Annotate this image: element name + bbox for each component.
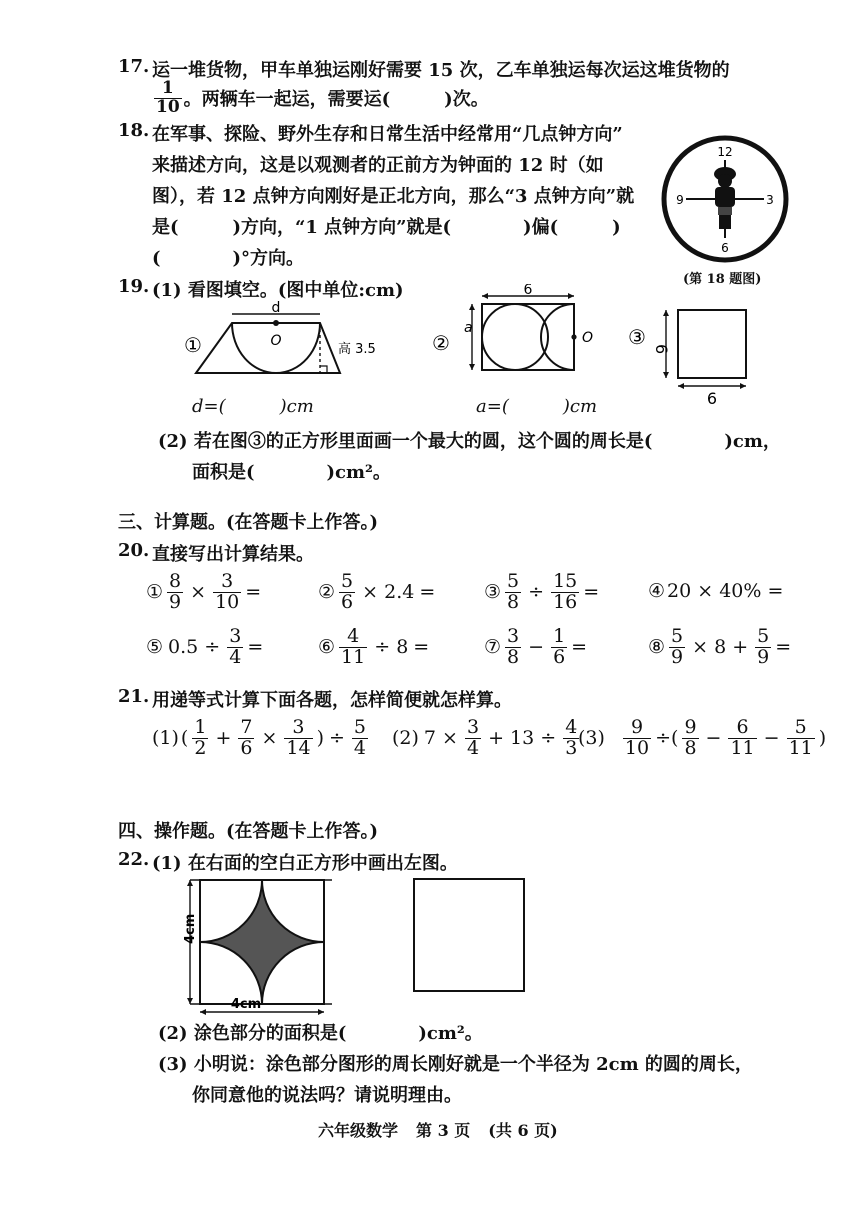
q21-expr-3 <box>578 718 826 759</box>
clock-3: 3 <box>766 193 774 207</box>
page-footer <box>318 1118 558 1141</box>
equals: = <box>413 636 430 659</box>
paren: ( <box>180 727 189 750</box>
fig2-label: ② <box>432 331 450 355</box>
frac-den: 10 <box>624 736 650 759</box>
blank-drawing-square <box>413 878 525 992</box>
q20-item-3 <box>484 572 599 613</box>
frac-den: 6 <box>240 736 253 759</box>
operator: ÷ <box>328 727 345 750</box>
fig3-bottom-label: 6 <box>706 389 718 408</box>
q22-part3-line2: 你同意他的说法吗？请说明理由。 <box>192 1085 462 1106</box>
frac-den: 11 <box>341 645 366 668</box>
q17-line2-row <box>152 80 489 117</box>
operator: + <box>215 727 232 750</box>
frac-den: 4 <box>353 736 366 759</box>
fig2-circle <box>482 304 548 370</box>
q20-title: 直接写出计算结果。 <box>152 544 314 565</box>
operator: ÷ <box>528 581 545 604</box>
clock-9: 9 <box>676 193 684 207</box>
section3-title: 三、计算题。(在答题卡上作答。) <box>118 512 379 533</box>
q19-figure1 <box>178 300 388 390</box>
q19-part2-line1: (2) 若在图③的正方形里面画一个最大的圆，这个圆的周长是( )cm， <box>158 431 781 452</box>
q19-part1: (1) 看图填空。(图中单位:cm) <box>152 280 404 301</box>
operator: − <box>705 727 722 750</box>
fig2-rectangle <box>482 304 574 370</box>
q17-line2: 。两辆车一起运，需要运( )次。 <box>183 89 489 111</box>
frac-num: 5 <box>787 718 815 739</box>
frac-den: 10 <box>215 590 240 613</box>
operator: − <box>528 636 545 659</box>
frac-num: 3 <box>229 625 242 647</box>
frac-num: 6 <box>728 718 756 739</box>
q18-line3: 图），若 12 点钟方向刚好是正北方向，那么“3 点钟方向”就 <box>152 186 635 207</box>
item-mark: ⑤ <box>146 636 164 659</box>
fig3-side-label: 6 <box>652 344 671 355</box>
frac-num: 15 <box>553 570 578 592</box>
q18-line5: ( )°方向。 <box>152 248 305 269</box>
frac-num: 5 <box>671 625 684 647</box>
frac-den: 9 <box>671 645 684 668</box>
operator: 0.5 ÷ <box>168 636 221 659</box>
item-mark: ③ <box>484 581 502 604</box>
frac-den: 8 <box>507 645 520 668</box>
frac-num: 5 <box>757 625 770 647</box>
q22-bottom-label: 4cm <box>230 997 262 1012</box>
q17-frac-den: 10 <box>156 96 180 117</box>
frac-num: 7 <box>240 716 253 738</box>
fig2-o-label: O <box>582 330 594 346</box>
q22-side-label: 4cm <box>183 913 198 944</box>
q17-frac-num: 1 <box>154 80 182 99</box>
operator: 7 × <box>423 727 458 750</box>
fig1-d-label: d <box>271 300 281 316</box>
item-mark: ② <box>318 581 336 604</box>
operator: + 13 ÷ <box>488 727 557 750</box>
q21-expr-2 <box>392 718 581 759</box>
q18-line1: 在军事、探险、野外生存和日常生活中经常用“几点钟方向” <box>152 124 623 145</box>
item-mark: ⑧ <box>648 636 666 659</box>
paren: ) <box>818 727 827 750</box>
fig2-top-label: 6 <box>523 284 533 298</box>
q22-part1: (1) 在右面的空白正方形中画出左图。 <box>152 853 458 874</box>
q19-number: 19. <box>118 276 150 297</box>
frac-den: 2 <box>194 736 207 759</box>
equals: = <box>245 581 262 604</box>
q17-line1: 运一堆货物，甲车单独运刚好需要 15 次，乙车单独运每次运这堆货物的 <box>152 60 730 81</box>
q21-title: 用递等式计算下面各题，怎样简便就怎样算。 <box>152 690 512 711</box>
operator: − <box>763 727 780 750</box>
expr-label: (1) <box>152 727 179 750</box>
item-mark: ① <box>146 581 164 604</box>
q22-figure <box>170 872 340 1022</box>
q18-number: 18. <box>118 120 150 141</box>
frac-num: 3 <box>284 718 312 739</box>
frac-den: 11 <box>730 736 755 759</box>
frac-num: 5 <box>353 716 366 738</box>
frac-num: 5 <box>507 570 520 592</box>
q20-item-6 <box>318 627 429 668</box>
equals: = <box>571 636 588 659</box>
q18-caption: (第 18 题图) <box>683 272 762 287</box>
clock-6: 6 <box>721 241 729 255</box>
frac-num: 1 <box>553 625 566 647</box>
frac-den: 14 <box>286 736 311 759</box>
fig3-label: ③ <box>628 325 646 349</box>
frac-num: 3 <box>213 572 241 593</box>
footer-subject: 六年级数学 <box>318 1121 399 1140</box>
q21-expr-1 <box>152 718 370 759</box>
q19-figure2 <box>430 284 600 384</box>
expr-label: (3) <box>578 727 605 750</box>
item-mark: ④ <box>648 580 666 602</box>
frac-num: 1 <box>194 716 207 738</box>
q17-fraction <box>154 80 182 117</box>
paren: ) <box>316 727 324 750</box>
frac-den: 9 <box>169 590 182 613</box>
q20-item-4 <box>648 580 783 602</box>
frac-den: 6 <box>553 645 566 668</box>
operator: × <box>261 727 278 750</box>
equals: = <box>419 581 436 604</box>
q17-number: 17. <box>118 56 150 77</box>
q20-item-8 <box>648 627 791 668</box>
operator: × <box>190 581 207 604</box>
q20-item-1 <box>146 572 261 613</box>
frac-den: 8 <box>684 736 697 759</box>
section4-title: 四、操作题。(在答题卡上作答。) <box>118 821 379 842</box>
equals: = <box>775 636 792 659</box>
equals: = <box>583 581 600 604</box>
q18-line4: 是( )方向，“1 点钟方向”就是( )偏( ) <box>152 217 621 238</box>
q20-number: 20. <box>118 540 150 561</box>
q18-line2: 来描述方向，这是以观测者的正前方为钟面的 12 时（如 <box>152 155 604 176</box>
footer-total: (共 6 页) <box>488 1121 558 1140</box>
operator: ÷ 8 <box>374 636 409 659</box>
item-mark: ⑥ <box>318 636 336 659</box>
frac-num: 5 <box>341 570 354 592</box>
frac-den: 3 <box>565 736 578 759</box>
frac-den: 6 <box>341 590 354 613</box>
frac-den: 11 <box>788 736 813 759</box>
fig1-height-label: 高 3.5 <box>338 342 376 357</box>
q19-figure3 <box>622 300 762 410</box>
q20-item-5 <box>146 627 263 668</box>
expression-text: 20 × 40% = <box>667 580 784 602</box>
frac-den: 16 <box>553 590 578 613</box>
frac-num: 4 <box>565 716 578 738</box>
frac-num: 3 <box>466 716 480 738</box>
q22-part3-line1: (3) 小明说：涂色部分图形的周长刚好就是一个半径为 2cm 的圆的周长， <box>158 1054 753 1075</box>
frac-den: 9 <box>757 645 770 668</box>
q21-number: 21. <box>118 686 150 707</box>
operator: × 8 + <box>692 636 749 659</box>
item-mark: ⑦ <box>484 636 502 659</box>
trapezoid-shape <box>196 323 340 373</box>
fig2-answer: a=( )cm <box>476 396 598 417</box>
frac-num: 3 <box>507 625 520 647</box>
footer-page: 第 3 页 <box>416 1121 471 1140</box>
frac-den: 4 <box>229 645 242 668</box>
frac-den: 4 <box>466 736 480 759</box>
equals: = <box>247 636 264 659</box>
frac-num: 9 <box>684 716 697 738</box>
q22-number: 22. <box>118 849 150 870</box>
operator: ÷( <box>655 727 679 750</box>
shaded-star-shape <box>200 880 324 1004</box>
q19-part2-line2: 面积是( )cm²。 <box>192 462 391 483</box>
q20-item-2 <box>318 572 435 613</box>
expr-label: (2) <box>392 727 419 750</box>
q18-clock-figure <box>658 132 792 266</box>
fig1-label: ① <box>184 333 202 357</box>
frac-den: 8 <box>507 590 520 613</box>
frac-num: 9 <box>623 718 651 739</box>
frac-num: 4 <box>339 627 367 648</box>
operator: × 2.4 <box>362 581 415 604</box>
clock-12: 12 <box>717 145 733 159</box>
fig2-side-label: a <box>464 320 473 336</box>
q20-item-7 <box>484 627 587 668</box>
fig3-square <box>678 310 746 378</box>
fig1-answer: d=( )cm <box>192 396 314 417</box>
q22-part2: (2) 涂色部分的面积是( )cm²。 <box>158 1023 483 1044</box>
frac-num: 8 <box>169 570 182 592</box>
fig1-o-label: O <box>270 333 282 349</box>
fig2-semicircle <box>541 304 574 370</box>
